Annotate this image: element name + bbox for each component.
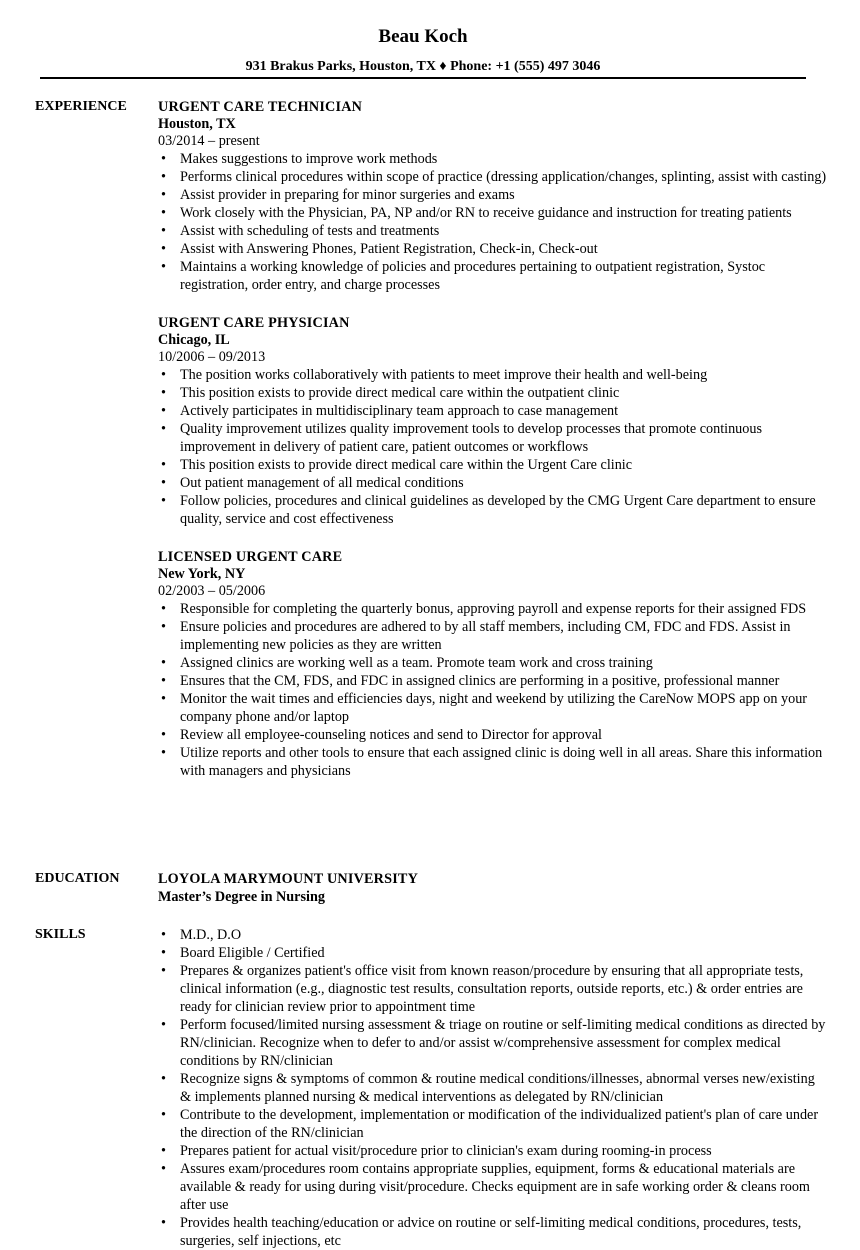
section-label-skills: SKILLS	[35, 927, 86, 942]
skill-item: • Contribute to the development, implementation or modification of the individualized patient's plan of care under the direction of the RN/clinician	[158, 1106, 828, 1142]
skill-item: • Prepares & organizes patient's office visit from known reason/procedure by ensuring that all appropriate tests, clinical information (e.g., diagnostic test results, consultation reports, outside reports, etc.) & order entries are ready for clinician review prior to appointment time	[158, 962, 828, 1016]
duty-item: • Ensures that the CM, FDS, and FDC in assigned clinics are performing in a positive, professional manner	[158, 672, 828, 690]
job-duties	[158, 150, 828, 294]
duty-item: • Quality improvement utilizes quality improvement tools to develop processes that promote continuous improvement in delivery of patient care, patient outcomes or workflows	[158, 420, 828, 456]
job-entry	[158, 548, 828, 780]
duty-item: • Work closely with the Physician, PA, NP and/or RN to receive guidance and instruction for treating patients	[158, 204, 828, 222]
header-divider	[40, 77, 806, 79]
duty-item: • Actively participates in multidisciplinary team approach to case management	[158, 402, 828, 420]
education-entry	[158, 870, 828, 906]
duty-item: • This position exists to provide direct medical care within the outpatient clinic	[158, 384, 828, 402]
duty-item: • Monitor the wait times and efficiencies days, night and weekend by utilizing the CareNow MOPS app on your company phone and/or laptop	[158, 690, 828, 726]
job-dates: 02/2003 – 05/2006	[158, 583, 266, 599]
job-dates: 03/2014 – present	[158, 133, 260, 149]
skill-item: • Assures exam/procedures room contains appropriate supplies, equipment, forms & educational materials are available & ready for using during visit/procedure. Checks equipment are in safe working order & cleans room after use	[158, 1160, 828, 1214]
section-label-experience: EXPERIENCE	[35, 99, 127, 114]
skills-list	[158, 926, 828, 1250]
job-location: Chicago, IL	[158, 332, 230, 348]
skill-item: • Perform focused/limited nursing assessment & triage on routine or self-limiting medical conditions as directed by RN/clinician. Recognize when to defer to and/or assist w/comprehensive assessment for complex medical conditions by RN/clinician	[158, 1016, 828, 1070]
degree: Master’s Degree in Nursing	[158, 889, 325, 905]
skill-items	[158, 926, 828, 1250]
job-entry	[158, 314, 828, 528]
skill-item: • Provides health teaching/education or advice on routine or self-limiting medical conditions, procedures, tests, surgeries, self injections, etc	[158, 1214, 828, 1250]
duty-item: • The position works collaboratively with patients to meet improve their health and well-being	[158, 366, 828, 384]
job-title: URGENT CARE PHYSICIAN	[158, 315, 350, 331]
duty-item: • Maintains a working knowledge of policies and procedures pertaining to outpatient registration, Systoc registration, order entry, and charge processes	[158, 258, 828, 294]
duty-item: • Assigned clinics are working well as a team. Promote team work and cross training	[158, 654, 828, 672]
contact-line: 931 Brakus Parks, Houston, TX ♦ Phone: +1 (555) 497 3046	[245, 59, 601, 74]
duty-item: • Out patient management of all medical conditions	[158, 474, 828, 492]
job-location: New York, NY	[158, 566, 246, 582]
duty-item: • Follow policies, procedures and clinical guidelines as developed by the CMG Urgent Care department to ensure quality, service and cost effectiveness	[158, 492, 828, 528]
job-location: Houston, TX	[158, 116, 236, 132]
skill-item: • Board Eligible / Certified	[158, 944, 828, 962]
duty-item: • Performs clinical procedures within scope of practice (dressing application/changes, splinting, assist with casting)	[158, 168, 828, 186]
job-dates: 10/2006 – 09/2013	[158, 349, 266, 365]
duty-item: • Assist provider in preparing for minor surgeries and exams	[158, 186, 828, 204]
duty-item: • Assist with Answering Phones, Patient Registration, Check-in, Check-out	[158, 240, 828, 258]
skill-item: • M.D., D.O	[158, 926, 828, 944]
job-entry	[158, 98, 828, 294]
duty-item: • This position exists to provide direct medical care within the Urgent Care clinic	[158, 456, 828, 474]
duty-item: • Makes suggestions to improve work methods	[158, 150, 828, 168]
duty-item: • Assist with scheduling of tests and treatments	[158, 222, 828, 240]
duty-item: • Review all employee-counseling notices and send to Director for approval	[158, 726, 828, 744]
duty-item: • Utilize reports and other tools to ensure that each assigned clinic is doing well in all areas. Share this information with managers and physicians	[158, 744, 828, 780]
job-title: LICENSED URGENT CARE	[158, 549, 343, 565]
skill-item: • Recognize signs & symptoms of common & routine medical conditions/illnesses, abnormal verses new/existing & implements planned nursing & medical interventions as delegated by RN/clinician	[158, 1070, 828, 1106]
candidate-name: Beau Koch	[378, 26, 468, 47]
job-title: URGENT CARE TECHNICIAN	[158, 99, 363, 115]
job-duties	[158, 366, 828, 528]
job-duties	[158, 600, 828, 780]
duty-item: • Responsible for completing the quarterly bonus, approving payroll and expense reports for their assigned FDS	[158, 600, 828, 618]
school-name: LOYOLA MARYMOUNT UNIVERSITY	[158, 871, 419, 887]
duty-item: • Ensure policies and procedures are adhered to by all staff members, including CM, FDC and FDS. Assist in implementing new policies as they are written	[158, 618, 828, 654]
experience-list	[158, 98, 828, 780]
section-label-education: EDUCATION	[35, 871, 120, 886]
skill-item: • Prepares patient for actual visit/procedure prior to clinician's exam during rooming-in process	[158, 1142, 828, 1160]
